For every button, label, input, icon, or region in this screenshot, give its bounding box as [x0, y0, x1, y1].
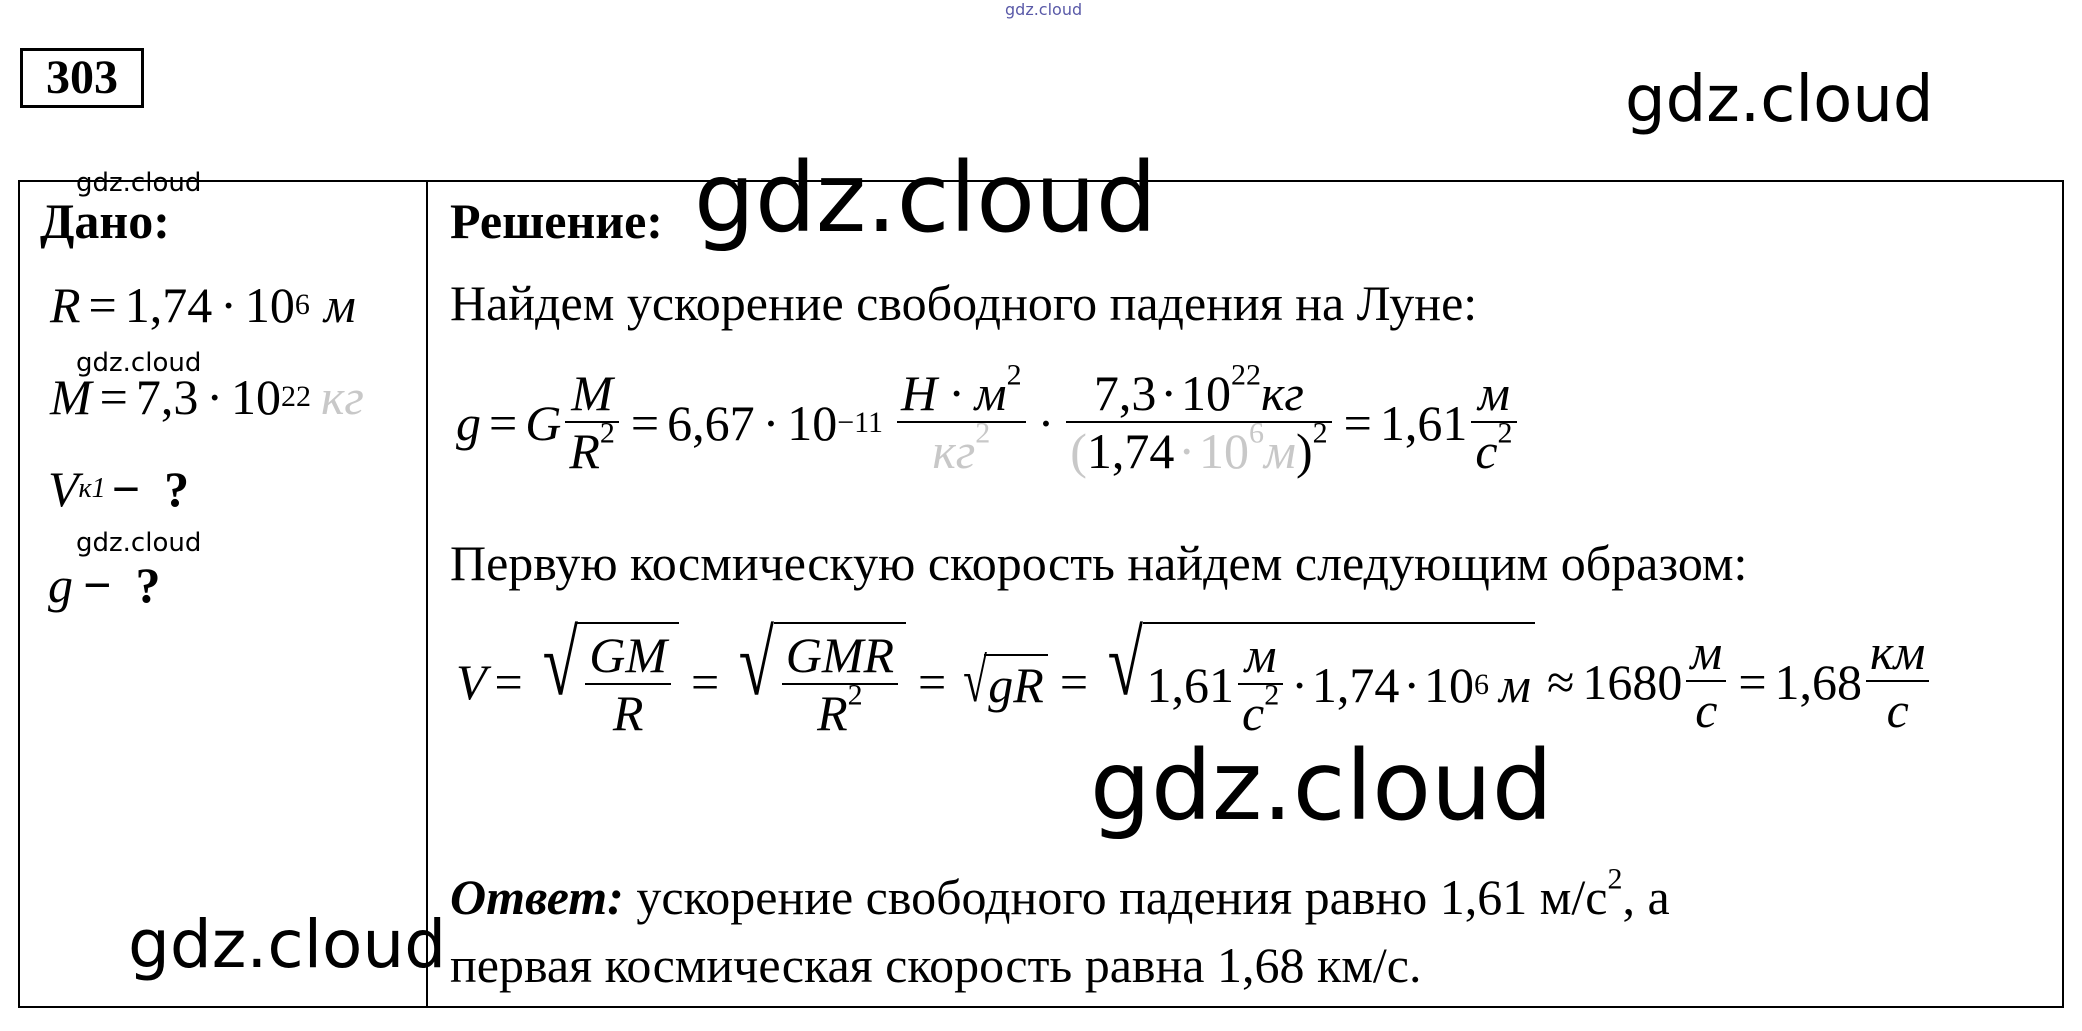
- watermark-bottom-left: gdz.cloud: [128, 906, 447, 983]
- formula-g-result: 1,61: [1379, 395, 1468, 452]
- formula-v-approx-unit-num: м: [1690, 624, 1723, 680]
- formula-g-mass-exp: 22: [1231, 358, 1262, 392]
- formula-v-unit-s: с: [1242, 685, 1265, 741]
- given-mass-unit: кг: [321, 369, 364, 425]
- given-mass: M = 7,3 · 10 22 кг: [50, 369, 364, 425]
- solution-intro-2: Первую космическую скорость найдем следующим образом:: [450, 535, 1748, 591]
- formula-g-radius: 1,74: [1086, 423, 1175, 479]
- formula-v-result-unit-num: км: [1870, 624, 1926, 680]
- watermark-header: gdz.cloud: [694, 142, 1157, 254]
- solution-header: Решение:: [450, 193, 663, 249]
- given-velocity-sub: к1: [78, 473, 106, 504]
- given-mass-value: 7,3: [135, 369, 199, 425]
- formula-v-unit-m: м: [1244, 627, 1277, 683]
- formula-g-unit-num: Н · м: [901, 365, 1007, 421]
- formula-v-r-unit: м: [1499, 657, 1531, 714]
- formula-v-r: 1,74: [1311, 657, 1400, 714]
- answer-text-1: ускорение свободного падения равно 1,61 м/с: [636, 869, 1608, 925]
- formula-v: V = √ $\frac{GM}{R}$ = √ $\frac{\text{GMR}}{R^2}$ = √ gR = √ 1,61 $\frac{м}{с^2}$ · 1,74 · 10 6 м ≈ 1680 $\frac{м}{с}$ = 1,68 $\frac{км}{с}$: [456, 622, 1933, 743]
- given-g-symbol: g: [48, 557, 73, 613]
- given-header: Дано:: [40, 193, 170, 249]
- given-velocity-question: ?: [164, 461, 190, 517]
- answer-text-1-end: , а: [1622, 869, 1670, 925]
- watermark-top-right: gdz.cloud: [1625, 63, 1934, 137]
- answer-label: Ответ:: [450, 869, 624, 925]
- given-g-question: ?: [135, 557, 161, 613]
- watermark-small-top: gdz.cloud: [1005, 0, 1083, 19]
- formula-g: g = G $\frac{M}{R^2}$ = 6,67 · 10 −11 $\frac{Н \cdot м^2}{кг^2}$ · $\frac{7,3\cdot 10^{22}кг}{(1,74\cdot 10^6м)^2}$ = 1,61 $\frac{м}{с^2}$: [456, 366, 1521, 481]
- solution-intro-1: Найдем ускорение свободного падения на Луне:: [450, 275, 1478, 331]
- watermark-given-2: gdz.cloud: [76, 348, 202, 378]
- formula-g-radius-unit: м: [1264, 423, 1296, 479]
- problem-number: 303: [20, 48, 144, 108]
- formula-g-result-unit-num: м: [1477, 365, 1510, 421]
- answer-line-2: первая космическая скорость равна 1,68 км/с.: [450, 937, 1422, 993]
- table-divider: [426, 180, 428, 1008]
- formula-v-result: 1,68: [1774, 654, 1863, 711]
- formula-g-mass: 7,3: [1093, 365, 1157, 421]
- formula-g-result-unit-den: с: [1475, 423, 1498, 479]
- formula-v-result-unit-den: с: [1886, 682, 1909, 738]
- given-radius: R = 1,74 · 10 6 м: [50, 277, 356, 333]
- formula-g-unit-den: кг: [932, 423, 976, 479]
- formula-g-const: 6,67: [667, 395, 755, 452]
- formula-v-approx-unit-den: с: [1695, 682, 1718, 738]
- formula-g-radius-exp: 6: [1249, 416, 1265, 450]
- watermark-given-3: gdz.cloud: [76, 528, 202, 558]
- formula-g-mass-unit: кг: [1261, 365, 1304, 421]
- answer-line-1: Ответ: ускорение свободного падения равно 1,61 $м/с^2$, а: [450, 862, 1670, 925]
- given-radius-unit: м: [323, 277, 356, 333]
- formula-v-approx: 1680: [1582, 654, 1683, 711]
- given-radius-value: 1,74: [124, 277, 213, 333]
- formula-v-g: 1,61: [1146, 657, 1235, 714]
- given-velocity: V к1 − ?: [48, 461, 190, 517]
- watermark-center: gdz.cloud: [1090, 730, 1553, 842]
- given-g: g − ?: [48, 557, 161, 613]
- watermark-given-1: gdz.cloud: [76, 168, 202, 198]
- given-velocity-symbol: V: [48, 461, 79, 517]
